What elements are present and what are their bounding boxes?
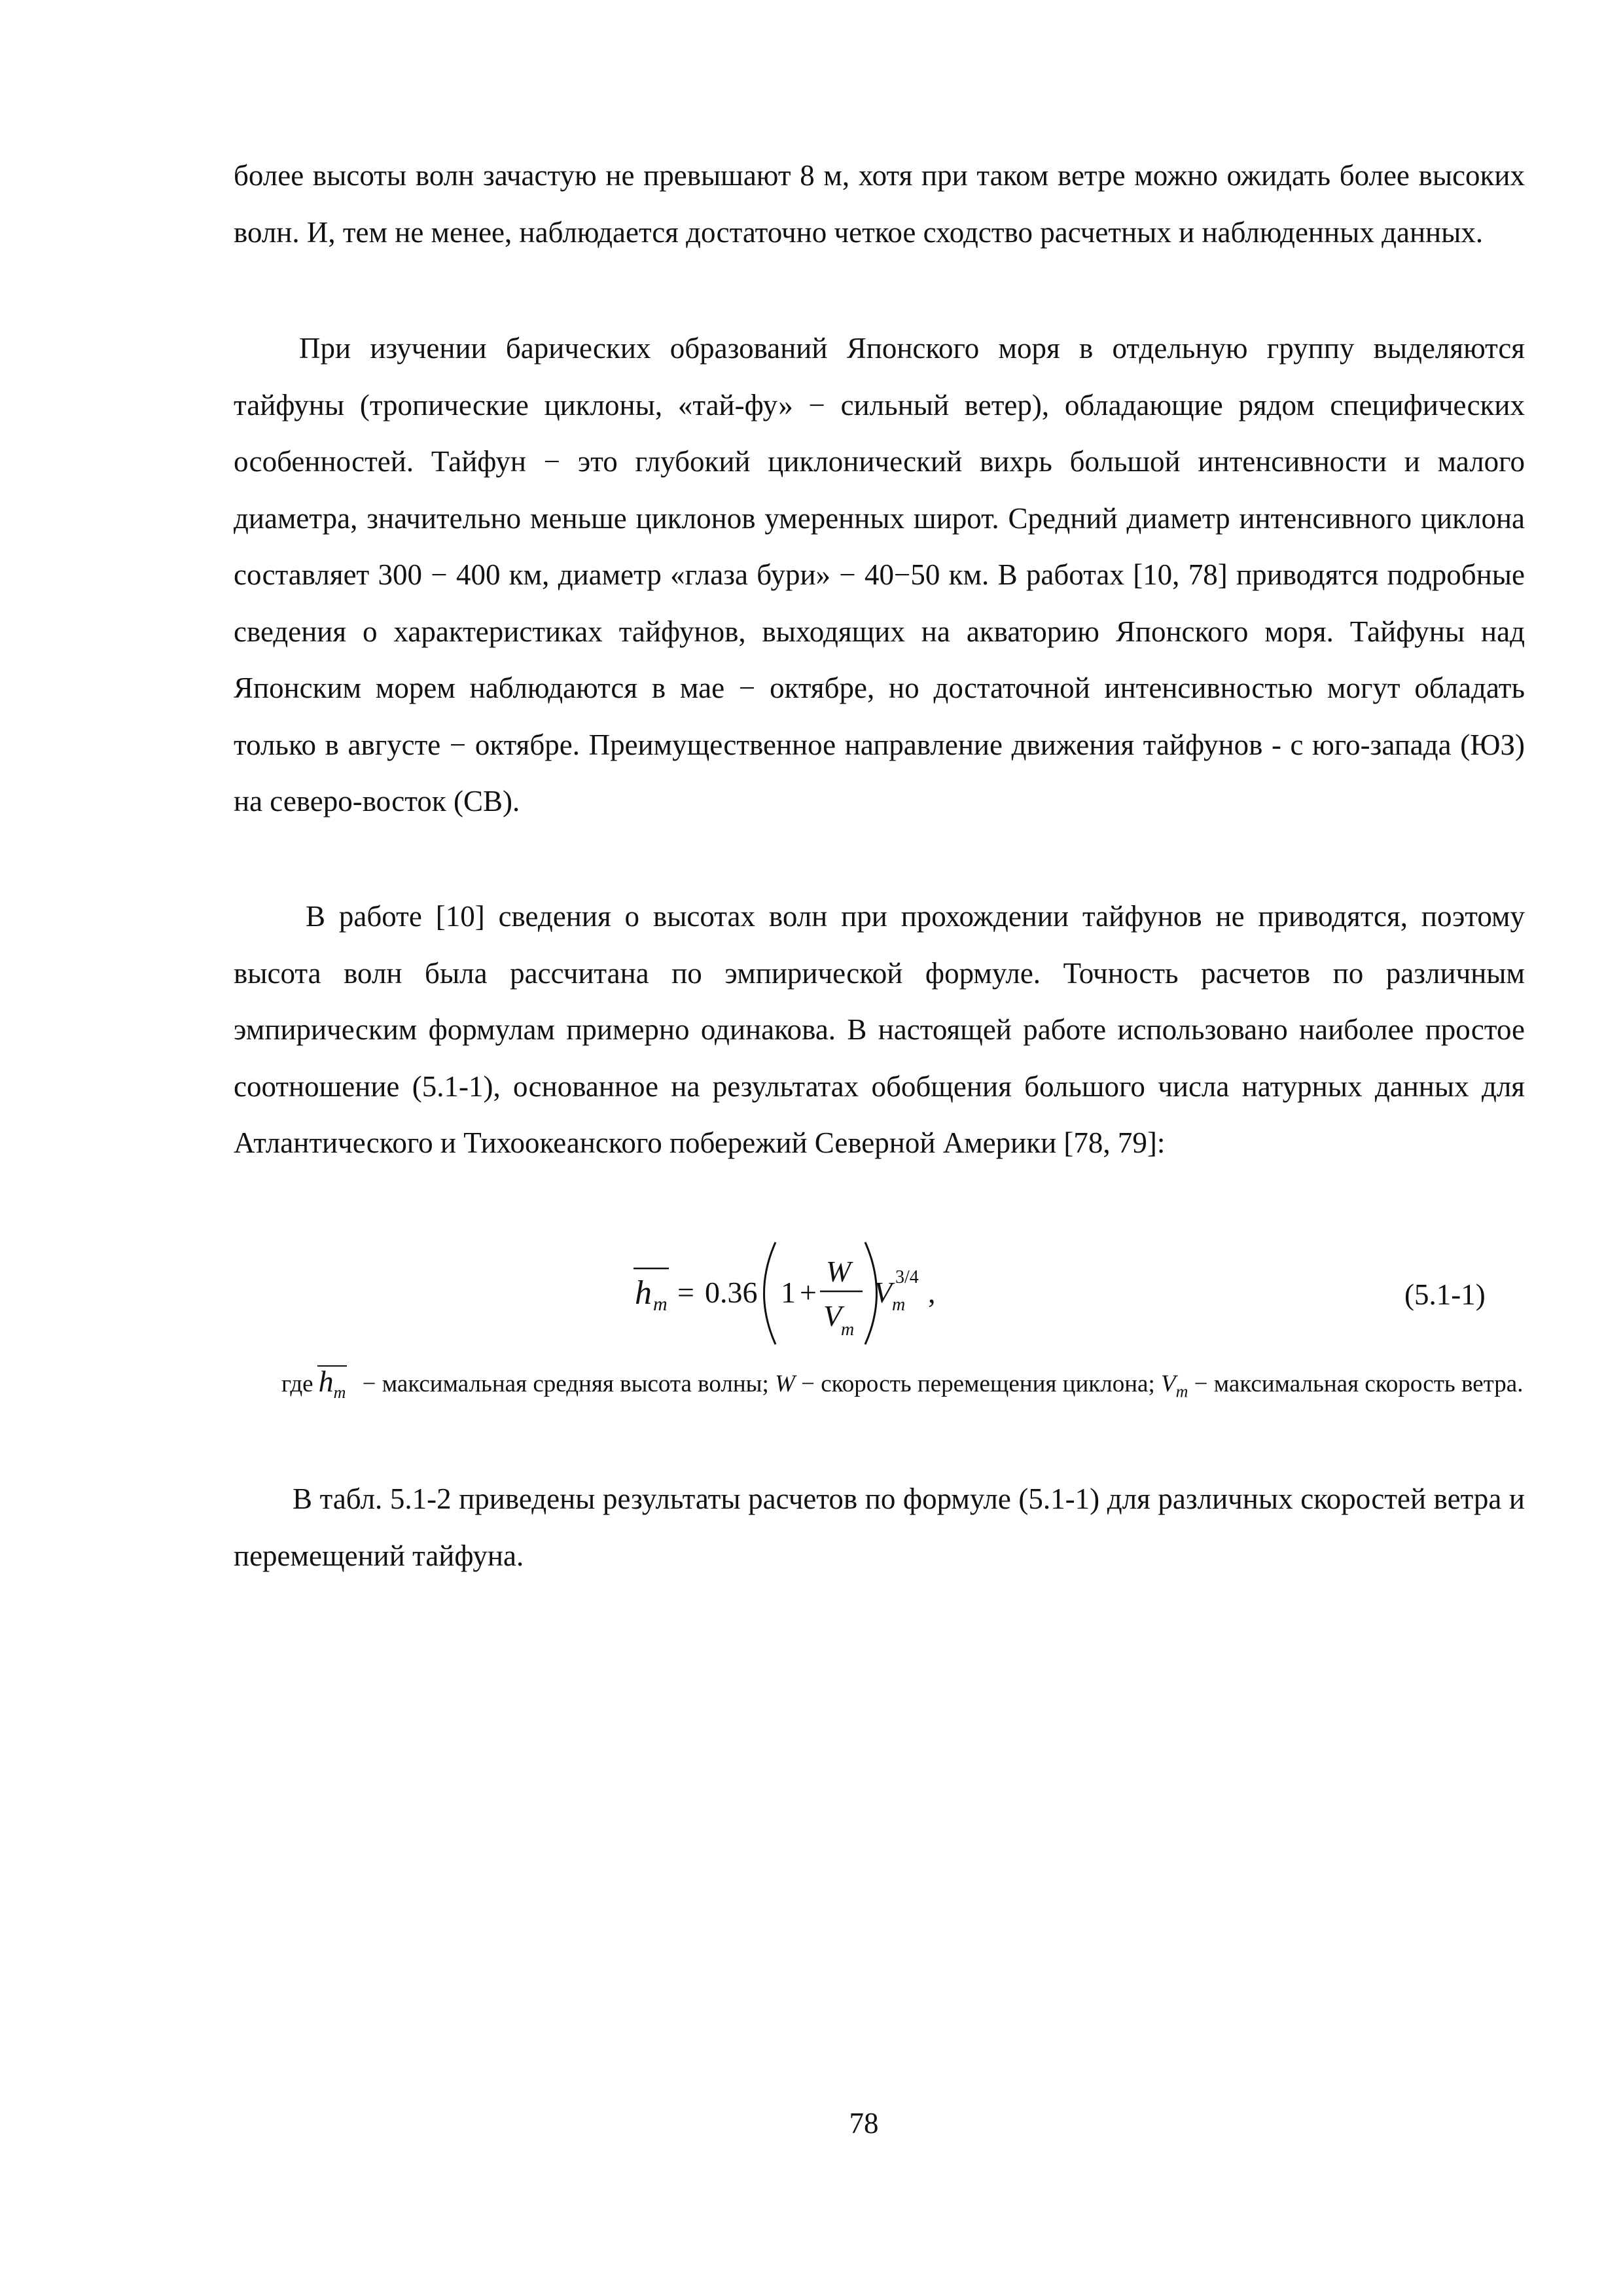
formula-one: 1 [781,1276,796,1309]
note-part-3: − максимальная скорость ветра. [1188,1371,1524,1397]
formula-denominator: V [823,1299,842,1333]
note-symbol-sub: m [333,1383,346,1403]
paragraph-3: В работе [10] сведения о высотах волн при прохождении тайфунов не приводятся, поэтому высота волн была рассчитана по эмпирической формуле. Точность расчетов по различным эмпирическим формулам примерно одинакова. В настоящей работе использовано наиболее простое соотношение (5.1-1), основанное на результатах обобщения большого числа натурных данных для Атлантического и Тихоокеанского побережий Северной Америки [78, 79]: [234,900,1525,1159]
note-symbol-base: h [318,1365,334,1398]
formula-factor: V [874,1276,893,1309]
formula-plus: + [800,1276,817,1309]
note-part-1: − максимальная средняя высота волны; [356,1371,776,1397]
note-v-symbol: V [1160,1371,1176,1397]
formula-factor-sub: m [892,1295,906,1315]
note-symbol [317,1365,348,1408]
formula-exponent: 3/4 [895,1267,919,1287]
note-part-2: − скорость перемещения циклона; [794,1371,1161,1397]
formula-definition-note [281,1365,1525,1411]
paragraph-4: В табл. 5.1-2 приведены результаты расчетов по формуле (5.1-1) для различных скоростей ветра и перемещений тайфуна. [234,1482,1525,1572]
formula-numerator: W [826,1255,851,1288]
formula-5-1-1 [0,1230,1623,1355]
paragraph-1: более высоты волн зачастую не превышают 8 м, хотя при таком ветре можно ожидать более высоких волн. И, тем не менее, наблюдается достаточно четкое сходство расчетных и наблюденных данных. [234,159,1525,249]
formula-coef: 0.36 [705,1276,758,1309]
note-v-sub: m [1175,1382,1188,1401]
note-prefix: где [281,1371,313,1397]
left-paren [764,1242,776,1344]
equation-number: (5.1-1) [1404,1278,1486,1311]
formula-equals: = [677,1276,694,1309]
page-number: 78 [849,2107,879,2140]
formula-comma: , [928,1276,936,1309]
formula-lhs-sub: m [653,1293,668,1315]
paragraph-2: При изучении барических образований Японского моря в отдельную группу выделяются тайфуны (тропические циклоны, «тай-фу» − сильный ветер), обладающие рядом специфических особенностей. Тайфун − это глубокий циклонический вихрь большой интенсивности и малого диаметра, значительно меньше циклонов умеренных широт. Средний диаметр интенсивного циклона составляет 300 − 400 км, диаметр «глаза бури» − 40−50 км. В работах [10, 78] приводятся подробные сведения о характеристиках тайфунов, выходящих на акваторию Японского моря. Тайфуны над Японским морем наблюдаются в мае − октябре, но достаточной интенсивностью могут обладать только в августе − октябре. Преимущественное направление движения тайфунов - с юго-запада (ЮЗ) на северо-восток (СВ). [234,332,1525,817]
formula-denominator-sub: m [841,1319,855,1340]
formula-graphic [0,1230,1623,1355]
formula-lhs: h [635,1274,652,1312]
note-w-symbol: W [775,1371,795,1397]
